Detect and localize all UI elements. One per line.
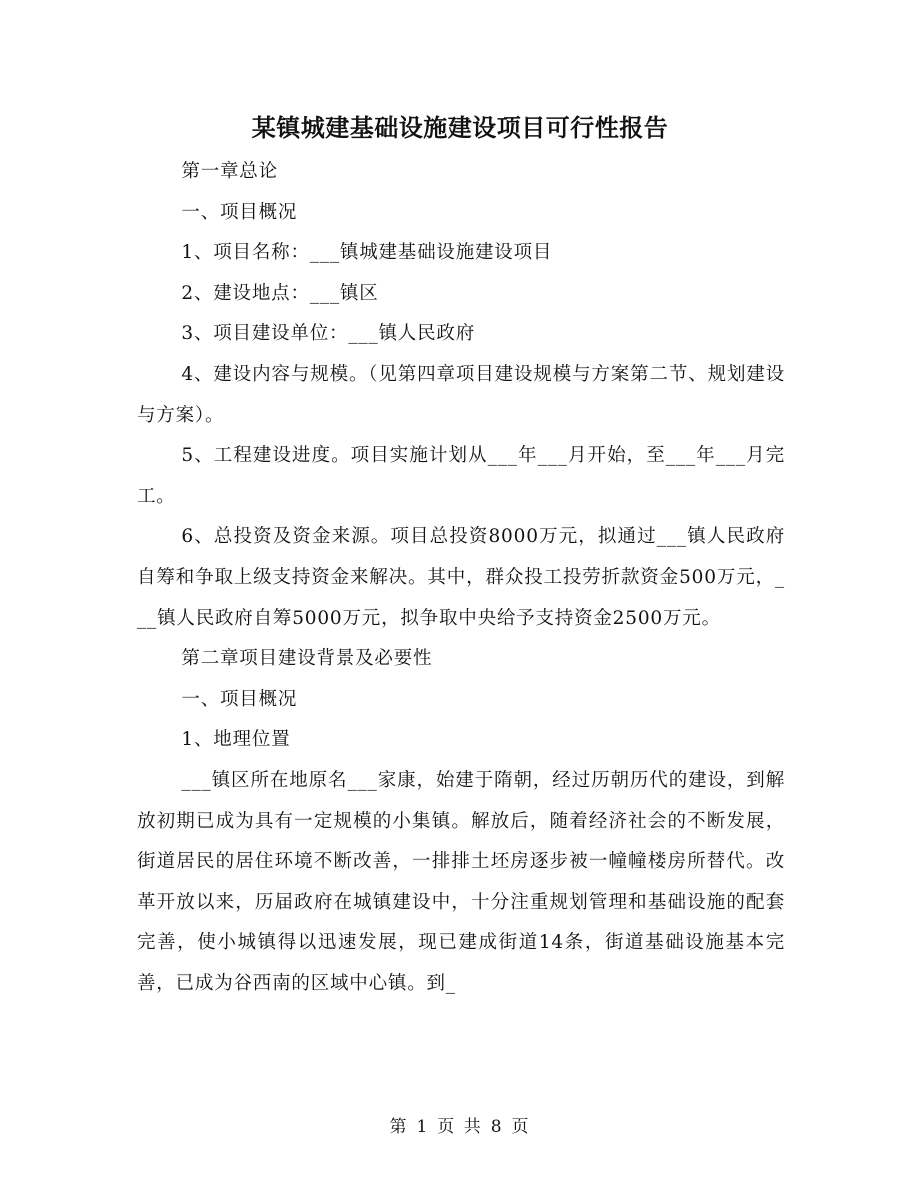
document-body xyxy=(137,152,785,1004)
paragraph: 1、项目名称：___镇城建基础设施建设项目 xyxy=(181,242,553,264)
section-heading: 一、项目概况 xyxy=(181,688,298,710)
subsection-heading: 1、地理位置 xyxy=(181,729,291,751)
footer-suffix: 页 xyxy=(511,1117,531,1137)
paragraph: 5、工程建设进度。项目实施计划从___年___月开始，至___年___月完工。 xyxy=(137,445,785,507)
paragraph: ___镇区所在地原名___家康，始建于隋朝，经过历朝历代的建设，到解放初期已成为具有一定规模的小集镇。解放后，随着经济社会的不断发展，街道居民的居住环境不断改善，一排排土坯房逐步被一幢幢楼房所替代。改革开放以来，历届政府在城镇建设中，十分注重规划管理和基础设施的配套完善，使小城镇得以迅速发展，现已建成街道14条，街道基础设施基本完善，已成为谷西南的区域中心镇。到_ xyxy=(137,769,785,994)
current-page-number: 1 xyxy=(416,1117,430,1137)
chapter-heading: 第二章项目建设背景及必要性 xyxy=(181,648,433,670)
paragraph: 3、项目建设单位：___镇人民政府 xyxy=(181,323,476,345)
footer-prefix: 第 xyxy=(389,1117,409,1137)
paragraph: 4、建设内容与规模。（见第四章项目建设规模与方案第二节、规划建设与方案）。 xyxy=(137,363,785,426)
paragraph: 2、建设地点：___镇区 xyxy=(181,282,379,304)
total-pages-number: 8 xyxy=(490,1117,504,1137)
chapter-heading: 第一章总论 xyxy=(181,161,278,182)
paragraph: 6、总投资及资金来源。项目总投资8000万元，拟通过___镇人民政府自筹和争取上级支持资金来解决。其中，群众投工投劳折款资金500万元，___镇人民政府自筹5000万元，拟争取中央给予支持资金2500万元。 xyxy=(137,526,785,629)
section-heading: 一、项目概况 xyxy=(181,201,298,223)
document-title: 某镇城建基础设施建设项目可行性报告 xyxy=(251,113,669,142)
page-footer xyxy=(0,1112,920,1137)
footer-middle: 页 共 xyxy=(437,1117,483,1137)
